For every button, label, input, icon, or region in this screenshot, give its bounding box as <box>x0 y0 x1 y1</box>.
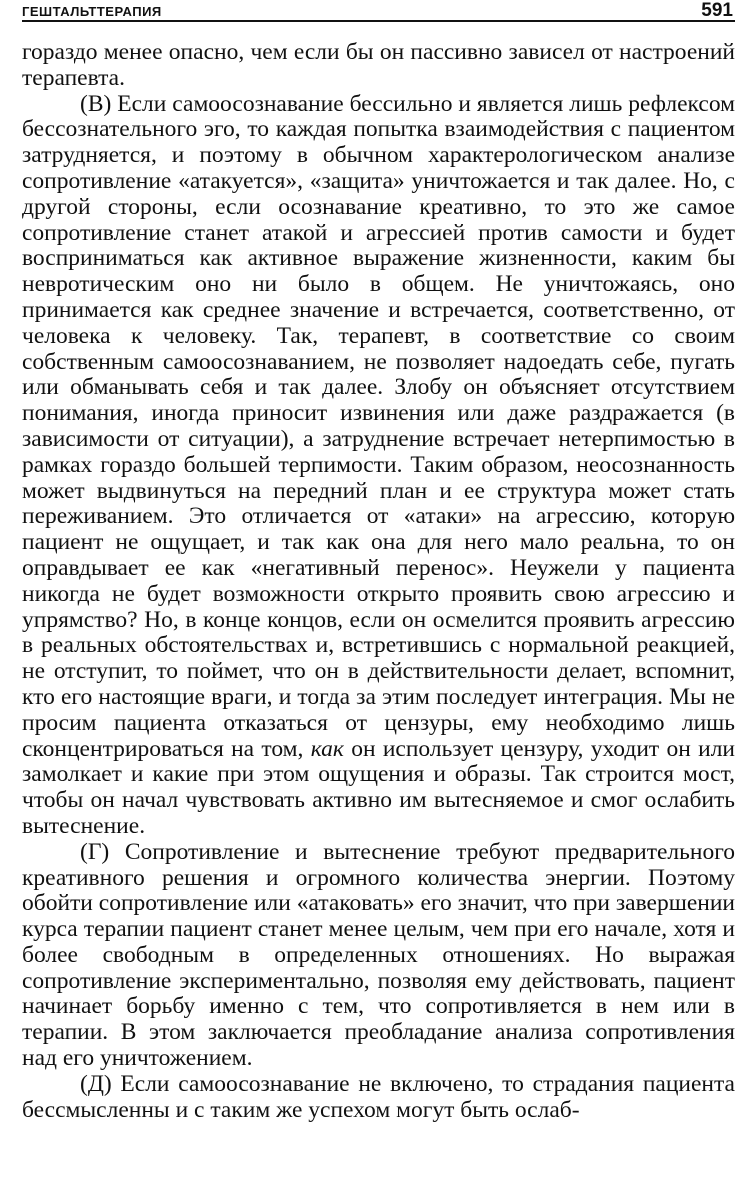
paragraph-d: (Д) Если самоосознавание не включено, то страдания пациента бессмысленны и с таким же успехом могут быть ослаб- <box>22 1071 735 1123</box>
paragraph-v-part-2: он использует цензуру, уходит он или замолкает и какие при этом ощущения и образы. Так строится мост, чтобы он начал чувствовать активно им вытесняемое и смог ослабить вытеснение. <box>22 735 736 839</box>
paragraph-g: (Г) Сопротивление и вытеснение требуют предварительного креативного решения и огромного количества энергии. Поэтому обойти сопротивление или «атаковать» его значит, что при завершении курса терапии пациент станет менее целым, чем при его начале, хотя и более свободным в определенных отношениях. Но выражая сопротивление экспериментально, позволяя ему действовать, пациент начинает борьбу именно с тем, что сопротивляется в нем или в терапии. В этом заключается преобладание анализа сопротивления над его уничтожением. <box>22 838 735 1072</box>
body-text <box>22 40 735 1123</box>
paragraph-continuation: гораздо менее опасно, чем если бы он пассивно зависел от настроений терапевта. <box>22 39 735 91</box>
page-number: 591 <box>701 0 733 21</box>
running-header <box>22 0 735 22</box>
paragraph-v-part-1: (В) Если самоосознавание бессильно и является лишь рефлексом бессознательного эго, то каждая попытка взаимодействия с пациентом затрудняется, и поэтому в обычном характерологическом анализе сопротивление «атакуется», «защита» уничтожается и так далее. Но, с другой стороны, если осознавание креативно, то это же самое сопротивление станет атакой и агрессией против самости и будет восприниматься как активное выражение жизненности, каким бы невротическим оно ни было в общем. Не уничтожаясь, оно принимается как среднее значение и встречается, соответственно, от человека к человеку. Так, терапевт, в соответствие со своим собственным самоосознаванием, не позволяет надоедать себе, пугать или обманывать себя и так далее. Злобу он объясняет отсутствием понимания, иногда приносит извинения или даже раздражается (в зависимости от ситуации), а затруднение встречает нетерпимостью в рамках гораздо большей терпимости. Таким образом, неосознанность может выдвинуться на передний план и ее структура может стать переживанием. Это отличается от «атаки» на агрессию, которую пациент не ощущает, и так как она для него мало реальна, то он оправдывает ее как «негативный перенос». Неужели у пациента никогда не будет возможности открыто проявить свою агрессию и упрямство? Но, в конце концов, если он осмелится проявить агрессию в реальных обстоятельствах и, встретившись с нормальной реакцией, не отступит, то поймет, что он в действительности делает, вспомнит, кто его настоящие враги, и тогда за этим последует интеграция. Мы не просим пациента отказаться от цензуры, ему необходимо лишь сконцентрироваться на том, <box>22 90 735 762</box>
paragraph-v <box>22 92 735 840</box>
emphasis-word: как <box>310 735 344 762</box>
running-title: ГЕШТАЛЬТТЕРАПИЯ <box>22 4 162 19</box>
